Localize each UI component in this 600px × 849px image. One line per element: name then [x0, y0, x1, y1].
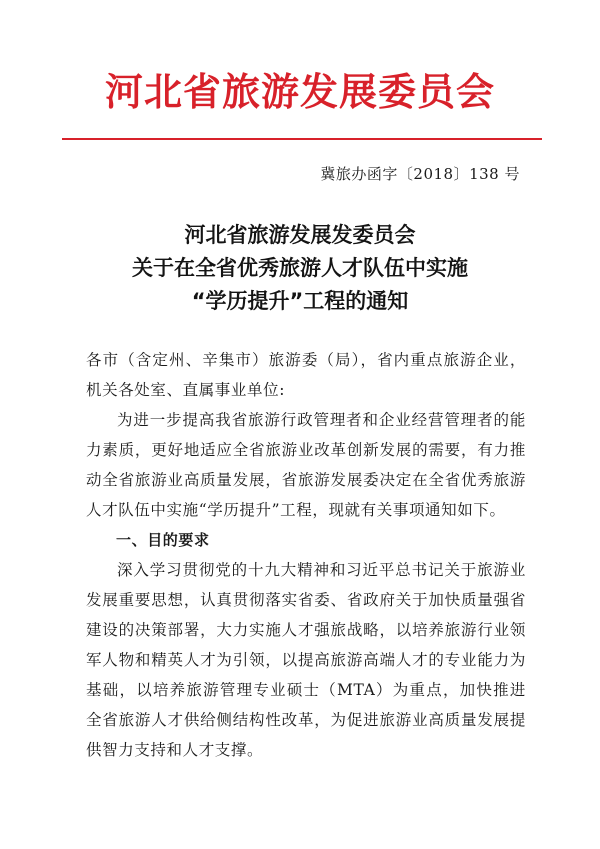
title-line-3: “学历提升”工程的通知	[191, 289, 409, 313]
document-body	[86, 345, 526, 765]
intro-paragraph: 为进一步提高我省旅游行政管理者和企业经营管理者的能力素质，更好地适应全省旅游业改革创新发展的需要，有力推动全省旅游业高质量发展，省旅游发展委决定在全省优秀旅游人才队伍中实施“学历提升”工程，现就有关事项通知如下。	[86, 411, 526, 519]
letterhead-organization: 河北省旅游发展委员会	[104, 70, 495, 114]
title-line-1: 河北省旅游发展发委员会	[184, 223, 416, 247]
letterhead-red-rule	[62, 138, 542, 140]
section-paragraph-purpose: 深入学习贯彻党的十九大精神和习近平总书记关于旅游业发展重要思想，认真贯彻落实省委、省政府关于加快质量强省建设的决策部署，大力实施人才强旅战略，以培养旅游行业领军人物和精英人才为引领，以提高旅游高端人才的专业能力为基础，以培养旅游管理专业硕士（MTA）为重点，加快推进全省旅游人才供给侧结构性改革，为促进旅游业高质量发展提供智力支持和人才支撑。	[86, 561, 526, 759]
salutation: 各市（含定州、辛集市）旅游委（局），省内重点旅游企业，机关各处室、直属事业单位:	[86, 351, 526, 399]
title-line-2: 关于在全省优秀旅游人才队伍中实施	[132, 256, 468, 280]
document-number: 冀旅办函字〔2018〕138 号	[320, 165, 520, 183]
section-heading-purpose: 一、目的要求	[116, 531, 210, 549]
document-title	[0, 219, 600, 318]
